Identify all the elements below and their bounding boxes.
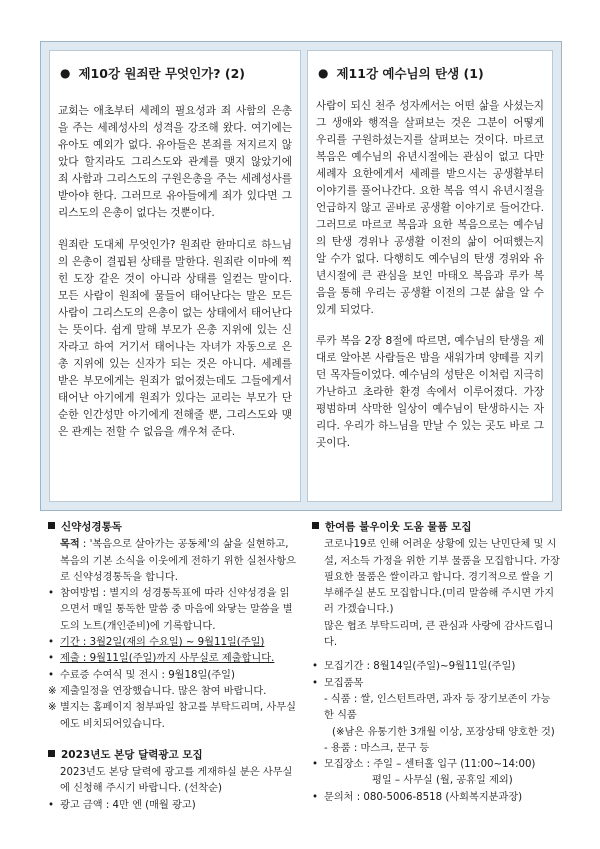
lesson-10-para1: 교회는 애초부터 세례의 필요성과 죄 사함의 은총을 주는 세례성사의 성격을 강조해 왔다. 여기에는 유아도 예외가 없다. 유아들은 본죄를 저지르지 않았다 할지라도 그리스도와 관계를 맺지 않았기에 죄 사함과 그리스도의 구원은총을 주는 세례성사를 받아야 한다. 그러므로 유아들에게 죄가 있다면 그리스도의 은총이 없다는 것뿐이다. — [58, 105, 292, 219]
bullet-icon: ● — [60, 66, 71, 80]
relief-place-2: 평일 – 사무실 (월, 공휴일 제외) — [372, 775, 513, 787]
relief-period: • 모집기간 : 8월14일(주일)~9월11일(주일) — [312, 659, 560, 675]
dot-icon: • — [48, 637, 55, 649]
bible-method: • 참여방법 : 별지의 성경통독표에 따라 신약성경을 읽으면서 매일 통독한 말씀 중 마음에 와닿는 말씀을 별도의 노트(개인준비)에 기록합니다. — [48, 588, 293, 632]
dot-icon: • — [48, 653, 55, 665]
dot-icon: • — [48, 669, 55, 681]
lesson-10-para2: 원죄란 도대체 무엇인가? 원죄란 한마디로 하느님의 은총이 결핍된 상태를 말한다. 원죄란 이마에 찍힌 도장 같은 것이 아니라 상태를 일컫는 말이다. 모든 사람이 원죄에 물들어 태어난다는 말은 모든 사람이 그리스도의 은총이 없는 상태에서 태어난다는 뜻이다. 쉽게 말해 부모가 은총 지위에 있는 신자라고 하여 거기서 태어나는 자녀가 자동으로 은총 지위에 있는 신자가 되는 것은 아니다. 세례를 받은 부모에게는 원죄가 없어졌는데도 그들에게서 태어난 아기에게 원죄가 있다는 교리는 부모가 단순한 인간성만 아기에게 전해줄 뿐, 그리스도와 맺은 관계는 전할 수 없음을 깨우쳐 준다. — [58, 239, 292, 438]
calendar-desc: 2023년도 본당 달력에 광고를 게재하실 분은 사무실에 신청해 주시기 바랍니다. (선착순) — [60, 767, 293, 795]
calendar-price: • 광고 금액 : 4만 엔 (매월 광고) — [48, 798, 298, 814]
lesson-11-para2: 루카 복음 2장 8절에 따르면, 예수님의 탄생을 제대로 알아본 사람들은 밤을 새워가며 양떼를 지키던 목자들이었다. 예수님의 성탄은 이처럼 지극히 가난하고 초라한 환경 속에서 이루어졌다. 가장 평범하며 삭막한 일상이 예수님이 탄생하시는 자리다. 우리가 하느님을 만날 수 있는 곳도 바로 그 곳이다. — [316, 335, 544, 449]
relief-supplies: - 용품 : 마스크, 문구 등 — [324, 742, 430, 754]
calendar-section-title: 2023년도 본당 달력광고 모집 — [48, 747, 298, 763]
relief-section-title: 한여름 불우이웃 도움 물품 모집 — [312, 519, 560, 535]
relief-food: - 식품 : 쌀, 인스턴트라면, 과자 등 장기보존이 가능한 식품 — [324, 693, 551, 722]
dot-icon: • — [312, 759, 319, 771]
relief-desc-1: 코로나19로 인해 어려운 상황에 있는 난민단체 및 시설, 저소득 가정을 위한 기부 물품을 모집합니다. 가장 필요한 물품은 쌀이라고 합니다. 경기적으로 쌀을 기부해주실 분도 모집합니다.(미리 말씀해 주시면 가지러 가겠습니다.) — [324, 539, 560, 616]
bible-note-1: ※ 제출일정을 연장했습니다. 많은 참여 바랍니다. — [48, 684, 298, 700]
square-bullet-icon — [48, 750, 55, 757]
square-bullet-icon — [48, 522, 55, 529]
bullet-icon: ● — [318, 66, 329, 80]
note-icon: ※ — [48, 702, 57, 714]
bottom-right-column — [312, 519, 560, 806]
square-bullet-icon — [312, 522, 319, 529]
lesson-11-title: ● 제11강 예수님의 탄생 (1) — [318, 66, 484, 81]
bible-award: • 수료증 수여식 및 전시 : 9월18일(주일) — [48, 668, 298, 684]
relief-items-label: • 모집품목 — [312, 676, 560, 692]
lesson-10-title: ● 제10강 원죄란 무엇인가? (2) — [60, 66, 245, 81]
bible-period: • 기간 : 3월2일(재의 수요일) ~ 9월11일(주일) — [48, 635, 298, 651]
bottom-left-column — [48, 519, 298, 814]
note-icon: ※ — [48, 685, 57, 697]
bible-purpose: 목적 : '복음으로 살아가는 공동체'의 삶을 실현하고, 복음의 기본 소식을 이웃에게 전하기 위한 실천사항으로 신약성경통독을 합니다. — [60, 539, 296, 583]
dot-icon: • — [312, 661, 319, 673]
relief-desc-2: 많은 협조 부탁드리며, 큰 관심과 사랑에 감사드립니다. — [324, 620, 554, 649]
lesson-10-box — [49, 50, 301, 502]
dot-icon: • — [48, 588, 55, 600]
relief-place-1: • 모집장소 : 주일 – 센터홀 입구 (11:00~14:00) — [312, 757, 560, 773]
dot-icon: • — [312, 791, 319, 803]
relief-contact: • 문의처 : 080-5006-8518 (사회복지분과장) — [312, 790, 560, 806]
lesson-11-box — [307, 50, 553, 502]
dot-icon: • — [312, 677, 319, 689]
dot-icon: • — [48, 799, 55, 811]
relief-food-note: (※남은 유통기한 3개월 이상, 포장상태 양호한 것) — [332, 726, 555, 738]
lessons-panel — [40, 41, 562, 511]
lesson-11-para1: 사람이 되신 천주 성자께서는 어떤 삶을 사셨는지 그 생애와 행적을 살펴보는 것은 그분이 어떻게 우리를 구원하셨는지를 살펴보는 것이다. 마르코 복음은 예수님의 유년시절에는 관심이 없고 다만 세례자 요한에게서 세례를 받으시는 공생활부터 이야기를 풀어나간다. 요한 복음 역시 유년시절을 언급하지 않고 곧바로 공생활 이야기로 들어간다. 그러므로 마르코 복음과 요한 복음으로는 예수님의 탄생 경위나 공생활 이전의 삶이 어떠했는지 알 수가 없다. 다행히도 예수님의 탄생 경위와 유년시절에 큰 관심을 보인 마태오 복음과 루카 복음을 통해 우리는 공생활 이전의 그분 삶을 알 수 있게 되었다. — [316, 100, 544, 316]
bible-note-2: ※ 별지는 홈페이지 첨부파일 참고를 부탁드리며, 사무실에도 비치되어있습니다. — [48, 702, 296, 730]
bible-submit: • 제출 : 9월11일(주일)까지 사무실로 제출합니다. — [48, 651, 298, 667]
bible-section-title: 신약성경통독 — [48, 519, 298, 535]
